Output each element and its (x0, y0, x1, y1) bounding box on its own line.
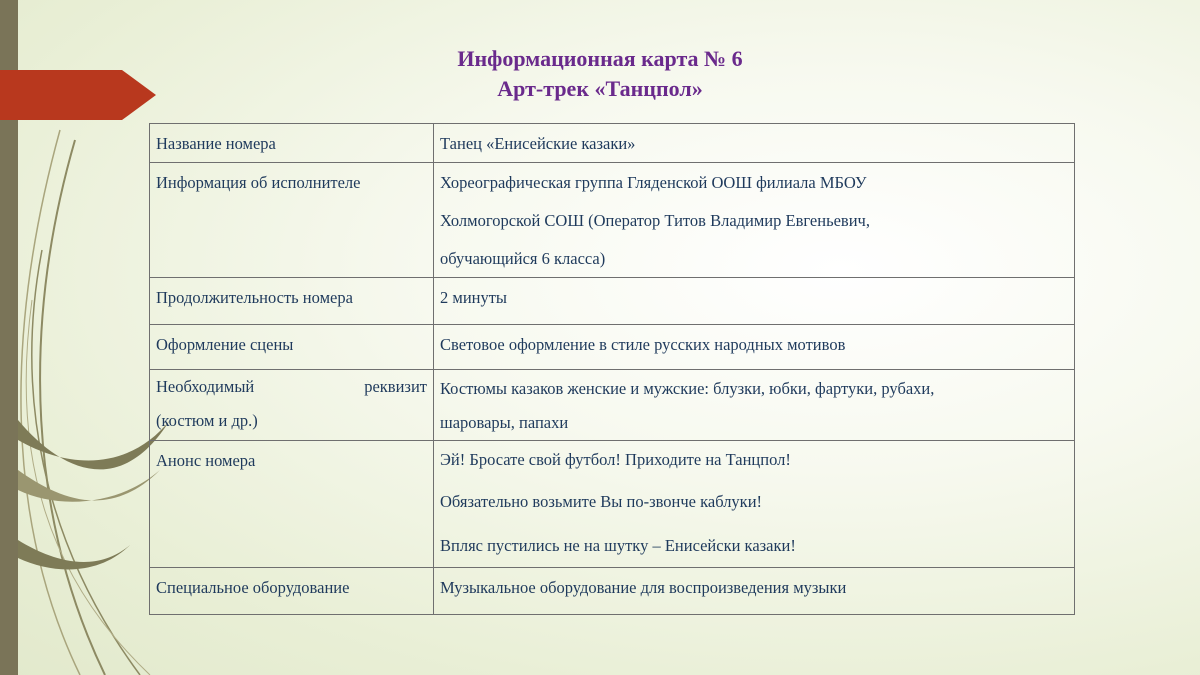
table-row (150, 124, 1075, 163)
row-label: Специальное оборудование (150, 568, 434, 615)
accent-arrow-shape (0, 70, 158, 120)
table-row (150, 278, 1075, 325)
row-value: 2 минуты (434, 278, 1075, 325)
row-value: Эй! Бросате свой футбол! Приходите на Танцпол! Обязательно возьмите Вы по-звонче каблуки! Впляс пустились не на шутку – Енисейски казаки! (434, 441, 1075, 568)
row-label: Информация об исполнителе (150, 163, 434, 278)
table-row (150, 441, 1075, 568)
row-value: Костюмы казаков женские и мужские: блузки, юбки, фартуки, рубахи, шаровары, папахи (434, 370, 1075, 441)
slide-subtitle: Арт-трек «Танцпол» (497, 76, 703, 101)
label-justified-line: Необходимый реквизит (156, 377, 427, 396)
table-row (150, 370, 1075, 441)
slide-title: Информационная карта № 6 (457, 46, 743, 71)
row-label: Необходимый реквизит (костюм и др.) (150, 370, 434, 441)
table-row (150, 568, 1075, 615)
row-label: Продолжительность номера (150, 278, 434, 325)
slide-title-block (300, 44, 900, 104)
row-label: Оформление сцены (150, 325, 434, 370)
row-label: Анонс номера (150, 441, 434, 568)
table-row (150, 163, 1075, 278)
table-row (150, 325, 1075, 370)
row-value: Хореографическая группа Гляденской ООШ филиала МБОУ Холмогорской СОШ (Оператор Титов Владимир Евгеньевич, обучающийся 6 класса) (434, 163, 1075, 278)
row-label: Название номера (150, 124, 434, 163)
row-value: Танец «Енисейские казаки» (434, 124, 1075, 163)
row-value: Музыкальное оборудование для воспроизведения музыки (434, 568, 1075, 615)
info-card-table (149, 123, 1075, 615)
row-value: Световое оформление в стиле русских народных мотивов (434, 325, 1075, 370)
